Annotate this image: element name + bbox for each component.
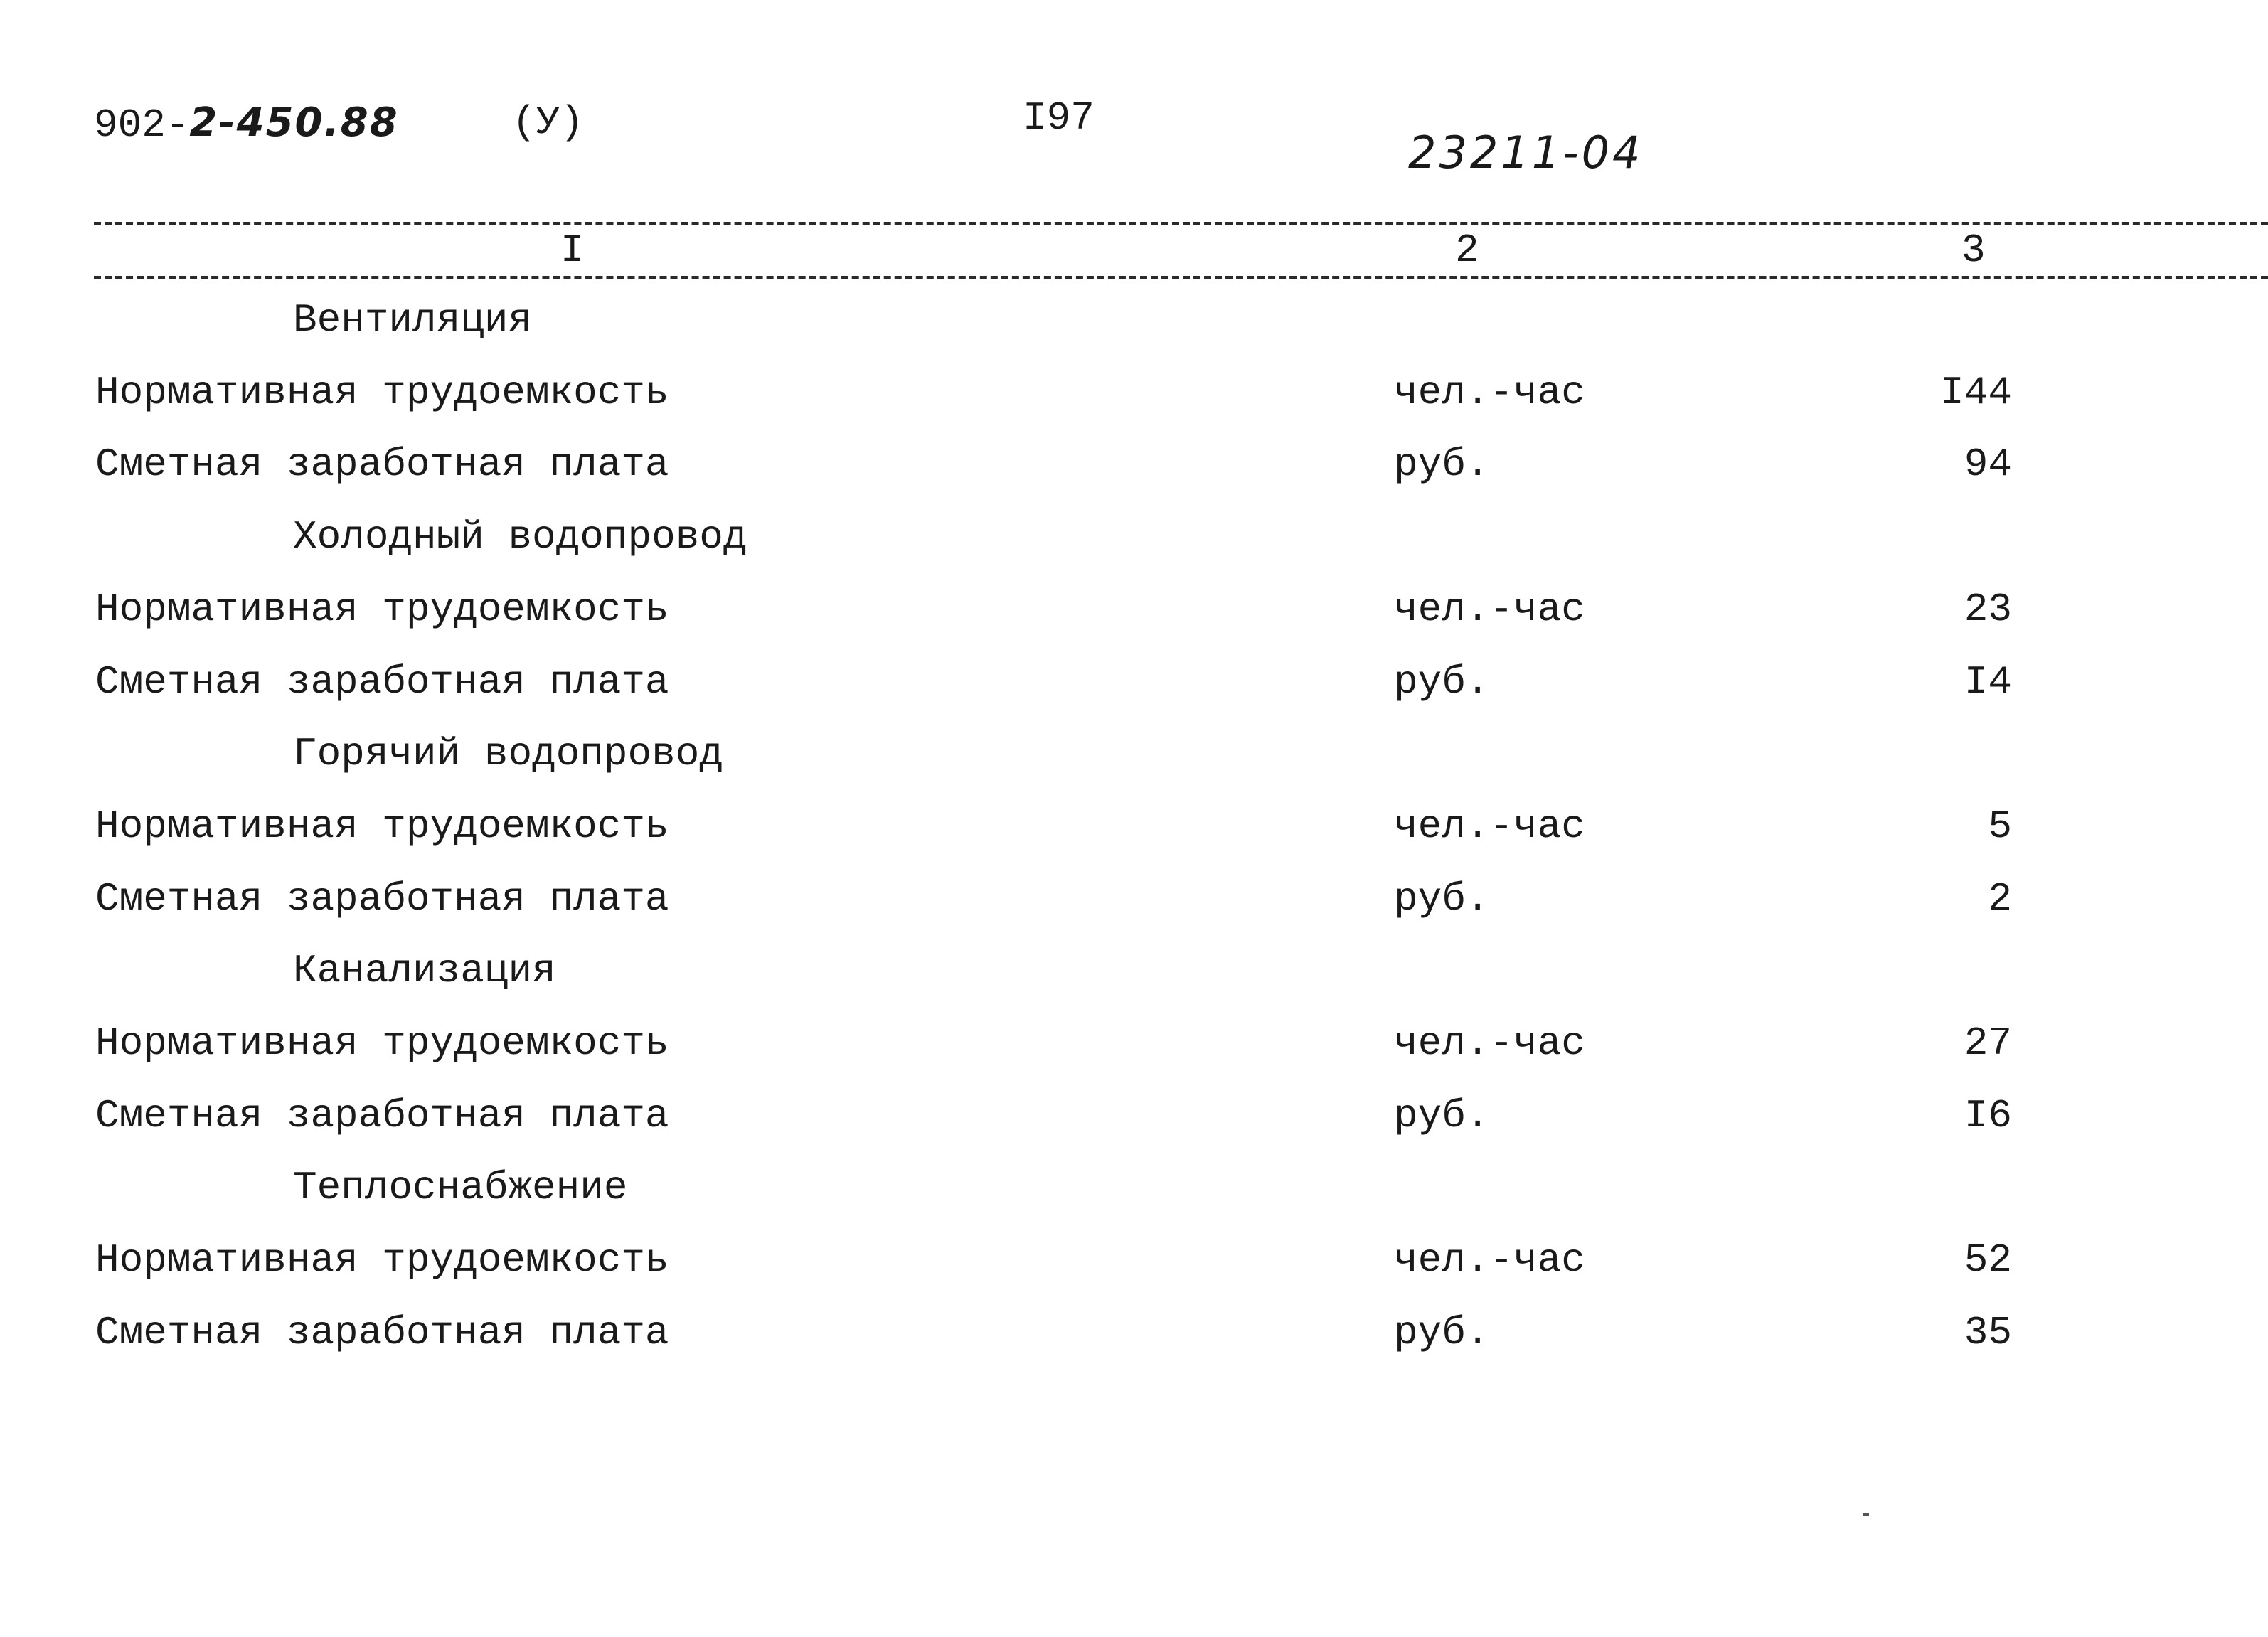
- row-unit: руб.: [1394, 1310, 1490, 1355]
- row-unit: чел.-час: [1394, 1020, 1585, 1066]
- row-value: 23: [1964, 587, 2012, 632]
- section-title: Вентиляция: [293, 297, 533, 343]
- column-header-2: 2: [1451, 228, 1484, 273]
- row-unit: руб.: [1394, 876, 1490, 922]
- page-number: I97: [1023, 95, 1095, 141]
- document-code-prefix: 902-: [94, 102, 190, 148]
- row-value: 94: [1964, 442, 2012, 487]
- table-row: [0, 876, 2268, 947]
- row-label: Сметная заработная плата: [95, 876, 669, 922]
- row-label: Нормативная трудоемкость: [95, 1237, 669, 1283]
- row-value: I6: [1964, 1093, 2012, 1139]
- document-code: [94, 100, 399, 148]
- row-value: I44: [1940, 370, 2012, 415]
- section-title: Теплоснабжение: [293, 1165, 628, 1210]
- row-value: I4: [1964, 659, 2012, 705]
- section-row: [0, 948, 2268, 1019]
- table-header-rule: [94, 276, 2268, 279]
- section-row: [0, 514, 2268, 585]
- row-unit: чел.-час: [1394, 370, 1585, 415]
- scan-speck: [1863, 1513, 1869, 1516]
- row-value: 5: [1988, 804, 2012, 849]
- row-label: Нормативная трудоемкость: [95, 587, 669, 632]
- row-unit: чел.-час: [1394, 804, 1585, 849]
- row-unit: руб.: [1394, 1093, 1490, 1139]
- handwritten-number: 23211-04: [1408, 127, 1644, 178]
- table-row: [0, 587, 2268, 658]
- row-unit: чел.-час: [1394, 1237, 1585, 1283]
- row-value: 52: [1964, 1237, 2012, 1283]
- row-label: Нормативная трудоемкость: [95, 370, 669, 415]
- table-row: [0, 804, 2268, 875]
- row-unit: руб.: [1394, 442, 1490, 487]
- section-row: [0, 1165, 2268, 1236]
- table-row: [0, 442, 2268, 513]
- row-value: 27: [1964, 1020, 2012, 1066]
- document-mark: (У): [512, 100, 584, 145]
- table-row: [0, 370, 2268, 441]
- row-label: Нормативная трудоемкость: [95, 1020, 669, 1066]
- table-row: [0, 1020, 2268, 1092]
- row-label: Сметная заработная плата: [95, 659, 669, 705]
- section-title: Горячий водопровод: [293, 731, 723, 777]
- section-title: Холодный водопровод: [293, 514, 747, 560]
- row-value: 35: [1964, 1310, 2012, 1355]
- column-header-1: I: [556, 228, 589, 273]
- table-row: [0, 1310, 2268, 1381]
- row-label: Сметная заработная плата: [95, 1310, 669, 1355]
- row-unit: чел.-час: [1394, 587, 1585, 632]
- document-code-handwritten: 2-450.88: [189, 100, 399, 146]
- section-row: [0, 731, 2268, 802]
- row-value: 2: [1988, 876, 2012, 922]
- section-row: [0, 297, 2268, 368]
- table-row: [0, 659, 2268, 730]
- row-label: Сметная заработная плата: [95, 1093, 669, 1139]
- row-label: Нормативная трудоемкость: [95, 804, 669, 849]
- section-title: Канализация: [293, 948, 556, 993]
- table-row: [0, 1237, 2268, 1308]
- table-row: [0, 1093, 2268, 1164]
- column-header-3: 3: [1957, 228, 1990, 273]
- row-label: Сметная заработная плата: [95, 442, 669, 487]
- table-top-rule: [94, 222, 2268, 225]
- row-unit: руб.: [1394, 659, 1490, 705]
